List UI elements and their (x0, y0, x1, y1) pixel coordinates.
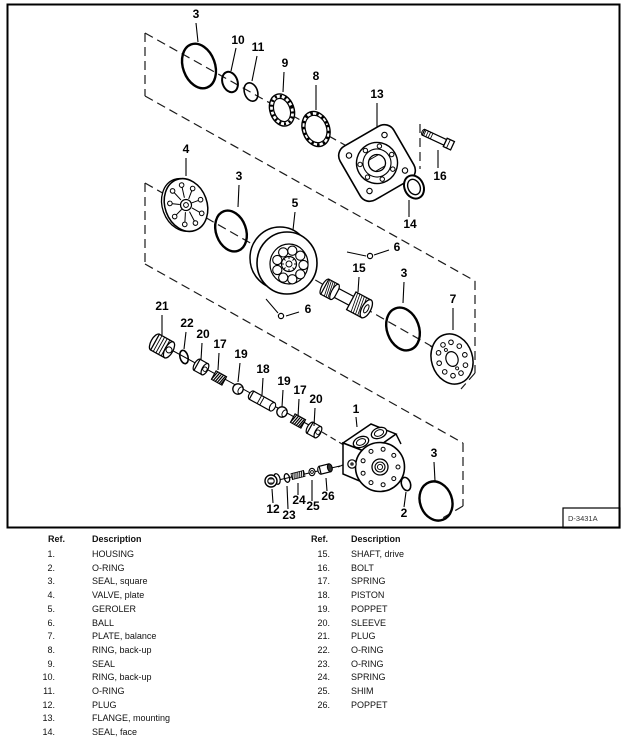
callout-leader-line (184, 332, 186, 349)
callout-label: 8 (312, 69, 320, 83)
part-bolt-16 (420, 127, 454, 150)
part-description: SEAL, square (92, 576, 148, 587)
callout-label: 19 (234, 347, 248, 361)
callout-label: 21 (155, 299, 169, 313)
part-geroler-5 (250, 227, 317, 294)
callout-label: 10 (231, 33, 245, 47)
callout-label: 14 (403, 217, 417, 231)
part-description: BOLT (351, 562, 374, 573)
parts-list-row (300, 575, 626, 589)
callout-leader-line (298, 399, 299, 417)
parts-list-row (300, 699, 626, 713)
callout-label: 26 (321, 489, 335, 503)
parts-list-row (25, 603, 303, 617)
part-ref-number: 11. (43, 686, 55, 697)
callout-label: 12 (266, 502, 280, 516)
part-plug-21 (147, 332, 177, 359)
part-housing-1 (343, 424, 405, 492)
part-description: SEAL, face (92, 727, 138, 738)
part-ref-number: 26. (317, 699, 330, 710)
part-ref-number: 3. (47, 576, 55, 587)
figure-id: D-3431A (568, 514, 598, 523)
parts-list-row (25, 726, 303, 740)
parts-list-row (25, 712, 303, 726)
part-ref-number: 2. (47, 562, 55, 573)
part-ref-number: 25. (317, 686, 330, 697)
part-description: O-RING (92, 562, 125, 573)
part-ref-number: 14. (42, 727, 55, 738)
part-description: SPRING (351, 576, 386, 587)
parts-list-row (300, 630, 626, 644)
callout-leader-line (286, 312, 299, 316)
part-description: SHAFT, drive (351, 549, 405, 559)
part-description: SHIM (351, 686, 374, 697)
part-oring-2 (400, 476, 413, 492)
part-poppet-26 (317, 463, 333, 474)
callout-label: 6 (304, 302, 312, 316)
callout-leader-line (238, 363, 240, 382)
parts-list-row (25, 617, 303, 631)
part-ref-number: 10. (42, 672, 55, 683)
part-ref-number: 7. (47, 631, 55, 642)
callout-label: 19 (277, 374, 291, 388)
parts-list-right-column (300, 548, 626, 712)
parts-list-row (300, 589, 626, 603)
callout-leader-line (356, 417, 357, 427)
callout-label: 16 (433, 169, 447, 183)
callout-leader-line (358, 277, 359, 292)
part-description: SEAL (92, 658, 116, 669)
part-seal-square-3d (414, 477, 458, 526)
callout-label: 3 (192, 7, 200, 21)
part-ref-number: 5. (47, 603, 55, 614)
callout-label: 3 (400, 266, 408, 280)
part-ref-number: 8. (47, 644, 55, 655)
parts-list-row (300, 644, 626, 658)
callout-leader-line (434, 462, 435, 481)
part-description: GEROLER (92, 603, 137, 614)
callout-leader-line (218, 353, 219, 370)
part-ref-number: 15. (317, 549, 330, 559)
callout-label: 25 (306, 499, 320, 513)
parts-list-left-column (25, 548, 303, 740)
part-ball-6a (367, 253, 372, 258)
part-plate-balance-7 (425, 328, 480, 389)
part-ref-number: 24. (317, 672, 330, 683)
part-valve-plate-4 (154, 172, 215, 239)
callout-label: 3 (235, 169, 243, 183)
callout-label: 4 (182, 142, 190, 156)
parts-list-row (300, 658, 626, 672)
callout-leader-line (201, 343, 202, 360)
part-description: SPRING (351, 672, 386, 683)
callout-leader-line (231, 48, 236, 71)
part-plug-12 (265, 473, 281, 487)
callout-leader-line (374, 250, 389, 255)
parts-list-row (300, 685, 626, 699)
part-seal-square-3b (210, 206, 253, 256)
part-ref-number: 4. (47, 590, 55, 601)
part-description: PLUG (351, 631, 376, 642)
part-description: RING, back-up (92, 672, 152, 683)
part-ball-6b (278, 313, 283, 318)
part-description: FLANGE, mounting (92, 713, 171, 724)
callout-label: 9 (281, 56, 289, 70)
callout-label: 22 (180, 316, 194, 330)
callout-label: 24 (292, 493, 306, 507)
part-description: PISTON (351, 590, 385, 601)
callout-leader-line (403, 282, 404, 303)
part-ref-number: 6. (47, 617, 55, 628)
callout-label: 11 (251, 40, 265, 54)
parts-list-row (300, 671, 626, 685)
part-oring-11 (242, 81, 261, 103)
callout-label: 17 (213, 337, 227, 351)
callout-label: 7 (449, 292, 457, 306)
parts-list-row (25, 589, 303, 603)
part-ref-number: 9. (47, 658, 55, 669)
callout-label: 23 (282, 508, 296, 522)
part-description: VALVE, plate (92, 590, 145, 601)
callout-leader-line (282, 390, 283, 407)
part-ref-number: 20. (317, 617, 330, 628)
callout-label: 6 (393, 240, 401, 254)
callout-label: 15 (352, 261, 366, 275)
part-description: O-RING (351, 658, 384, 669)
part-ref-number: 23. (317, 658, 330, 669)
callout-label: 5 (291, 196, 299, 210)
parts-list-row (300, 603, 626, 617)
parts-list-row (25, 548, 303, 562)
parts-list-row (300, 617, 626, 631)
part-description: O-RING (351, 644, 384, 655)
parts-list-row (25, 658, 303, 672)
parts-list-row (25, 562, 303, 576)
parts-list-row (25, 671, 303, 685)
callout-leader-line (287, 486, 288, 509)
part-ref-number: 1. (47, 549, 55, 559)
parts-list-row (300, 562, 626, 576)
part-ref-number: 12. (42, 699, 55, 710)
part-seal-9 (265, 90, 299, 129)
parts-list-row (25, 630, 303, 644)
part-ref-number: 21. (317, 631, 330, 642)
callout-label: 2 (400, 506, 408, 520)
part-spring-24 (291, 471, 305, 480)
callout-label: 20 (196, 327, 210, 341)
part-ring-backup-10 (219, 70, 240, 95)
parts-list-row (300, 548, 626, 562)
part-seal-square-3a (176, 39, 222, 93)
part-ref-number: 18. (317, 590, 330, 601)
part-shaft-drive-15 (317, 276, 375, 319)
callout-label: 13 (370, 87, 384, 101)
callout-leader-line (238, 185, 239, 207)
part-description: POPPET (351, 603, 388, 614)
parts-list-row (25, 575, 303, 589)
parts-list-desc-header: Description (351, 534, 401, 544)
callout-leader-line (404, 492, 406, 507)
parts-list-row (25, 685, 303, 699)
part-description: O-RING (92, 686, 125, 697)
parts-list-ref-header: Ref. (311, 534, 329, 544)
part-ref-number: 13. (42, 713, 55, 724)
callout-leader-line (262, 378, 263, 395)
part-description: POPPET (351, 699, 388, 710)
part-ref-number: 19. (317, 603, 330, 614)
callout-leader-line (272, 489, 273, 503)
part-description: PLUG (92, 699, 117, 710)
parts-list-ref-header: Ref. (48, 534, 66, 544)
callout-leader-line (196, 23, 198, 42)
part-description: PLATE, balance (92, 631, 157, 642)
callout-label: 3 (430, 446, 438, 460)
callout-label: 17 (293, 383, 307, 397)
callout-leader-line (252, 56, 257, 81)
callout-leader-line (293, 212, 295, 230)
parts-list-row (25, 644, 303, 658)
part-shim-25 (309, 468, 315, 475)
callout-leader-line (283, 72, 284, 92)
part-seal-square-3c (380, 303, 425, 355)
part-description: HOUSING (92, 549, 135, 559)
part-ref-number: 16. (317, 562, 330, 573)
part-ring-backup-8 (297, 107, 335, 150)
parts-list-row (25, 699, 303, 713)
part-poppet-19a (233, 384, 244, 395)
part-description: BALL (92, 617, 115, 628)
part-description: SLEEVE (351, 617, 387, 628)
callout-label: 20 (309, 392, 323, 406)
callout-label: 18 (256, 362, 270, 376)
parts-list-desc-header: Description (92, 534, 142, 544)
callout-label: 1 (352, 402, 360, 416)
part-sleeve-20a (192, 358, 211, 376)
part-description: RING, back-up (92, 644, 152, 655)
part-ref-number: 17. (317, 576, 330, 587)
part-poppet-19b (277, 407, 288, 418)
part-ref-number: 22. (317, 644, 330, 655)
